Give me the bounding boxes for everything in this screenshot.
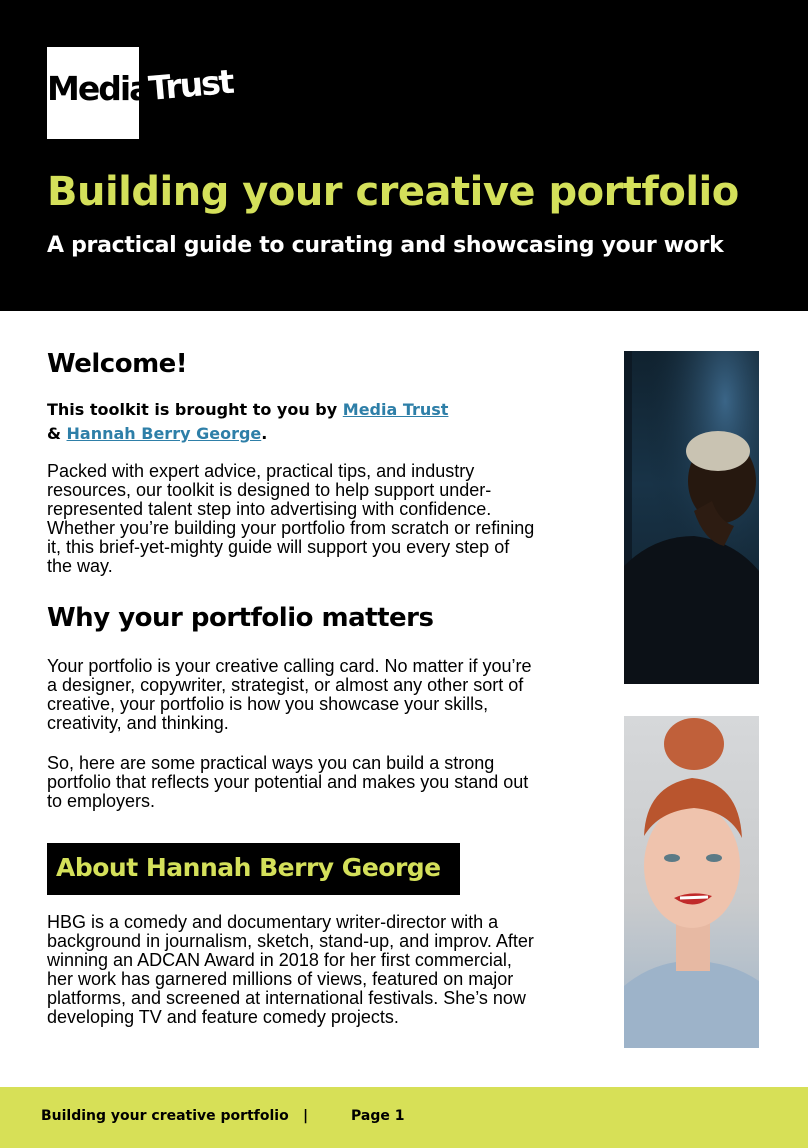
about-body: HBG is a comedy and documentary writer-director with a background in journalism, sketch, stand-up, and improv. After winning an ADCAN Award in 2018 for her first commercial, her work has garnered millions of views, featured on major platforms, and screened at international festivals. She’s now developing TV and feature comedy projects.	[47, 912, 534, 1027]
footer-bar	[0, 1087, 808, 1148]
logo-wordmark	[47, 61, 235, 108]
welcome-heading: Welcome!	[47, 349, 188, 379]
header-banner	[0, 0, 808, 311]
media-trust-logo[interactable]	[47, 47, 235, 139]
page-subtitle: A practical guide to curating and showcasing your work	[47, 233, 724, 258]
intro-end: .	[261, 424, 268, 443]
intro-amp: &	[47, 424, 67, 443]
why-body-2: So, here are some practical ways you can build a strong portfolio that reflects your potential and makes you stand out to employers.	[47, 753, 529, 811]
footer-page-number: Page 1	[351, 1108, 405, 1124]
page-title: Building your creative portfolio	[47, 169, 739, 215]
about-heading-box	[47, 843, 460, 895]
hannah-berry-george-link[interactable]: Hannah Berry George	[66, 424, 262, 443]
logo-media: Media	[47, 69, 150, 108]
welcome-body: Packed with expert advice, practical tips, and industry resources, our toolkit is designed to help support under-represented talent step into advertising with confidence. Whether you’re building your portfolio from scratch or refining it, this brief-yet-mighty guide will support you every step of the way.	[47, 461, 535, 576]
logo-trust: Trust	[147, 61, 235, 108]
about-heading: About Hannah Berry George	[56, 853, 441, 882]
portrait-photo-1-image	[624, 351, 759, 684]
portrait-photo-2-image	[624, 716, 759, 1048]
footer-doc-title: Building your creative portfolio	[41, 1108, 289, 1124]
media-trust-link[interactable]: Media Trust	[342, 400, 449, 419]
intro-prefix: This toolkit is brought to you by	[47, 400, 343, 419]
welcome-intro	[47, 398, 537, 446]
footer-separator: |	[303, 1108, 309, 1124]
why-body-1: Your portfolio is your creative calling card. No matter if you’re a designer, copywriter, strategist, or almost any other sort of creative, your portfolio is how you showcase your skills, creativity, and thinking.	[47, 656, 532, 733]
portrait-photo-1	[624, 351, 759, 684]
why-heading: Why your portfolio matters	[47, 603, 434, 633]
portrait-photo-2	[624, 716, 759, 1048]
